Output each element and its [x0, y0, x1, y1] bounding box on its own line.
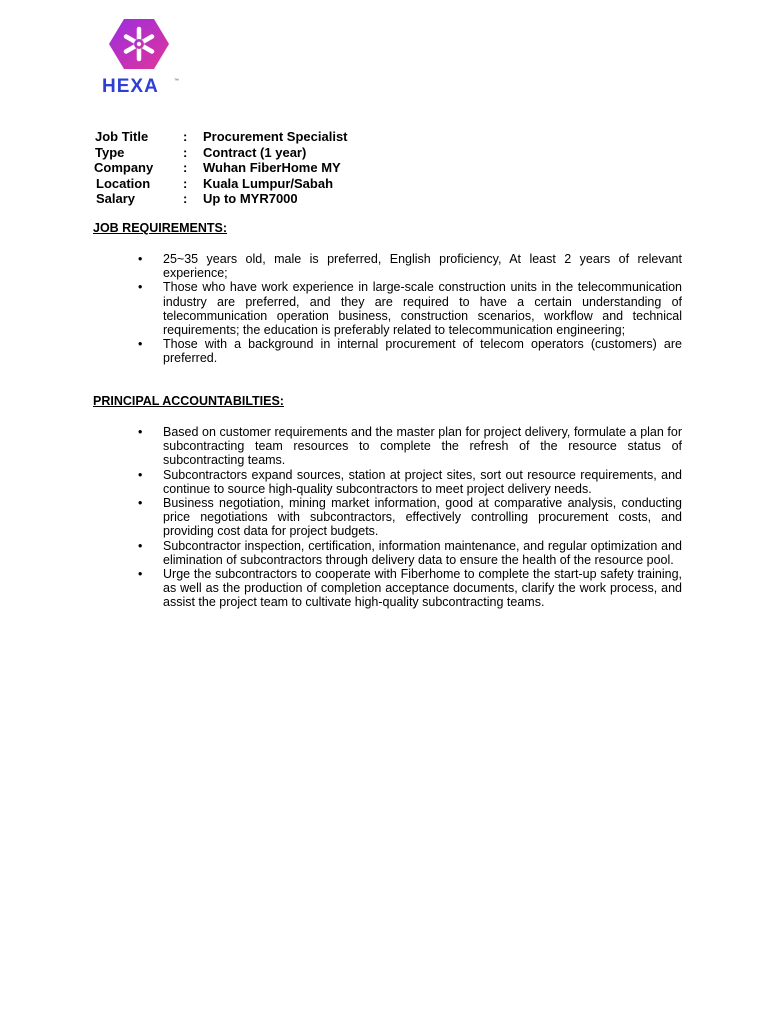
- info-separator: :: [183, 144, 188, 160]
- info-separator: :: [183, 160, 188, 175]
- info-label: Salary: [96, 191, 136, 206]
- list-item: [138, 496, 682, 539]
- hexagon-asterisk-icon: [100, 16, 176, 72]
- list-item-text: 25~35 years old, male is preferred, English proficiency, At least 2 years of relevant experience;: [163, 252, 682, 281]
- info-value: Procurement Specialist: [203, 129, 348, 144]
- job-info-row: [94, 129, 348, 145]
- info-label: Type: [95, 144, 125, 160]
- bullet-icon: •: [138, 467, 143, 482]
- accountabilities-list: [138, 425, 682, 610]
- job-info-row: [94, 191, 348, 207]
- job-info-row: [94, 145, 348, 161]
- info-separator: :: [183, 175, 188, 191]
- list-item: [138, 468, 682, 496]
- list-item: [138, 280, 682, 337]
- requirements-heading: JOB REQUIREMENTS:: [93, 221, 228, 235]
- logo-trademark: ™: [174, 78, 179, 84]
- requirements-list: [138, 252, 682, 366]
- bullet-icon: •: [138, 538, 143, 553]
- bullet-icon: •: [138, 280, 143, 295]
- job-info-row: [94, 160, 348, 176]
- bullet-icon: •: [138, 425, 143, 439]
- logo-wordmark: HEXA: [102, 76, 159, 97]
- list-item-text: Those who have work experience in large-scale construction units in the telecommunication industry are preferred, and they are required to have a certain understanding of telecommunication operation business, construction scenarios, workflow and technical requirements; the education is preferably related to telecommunication engineering;: [163, 280, 682, 338]
- bullet-icon: •: [138, 337, 143, 352]
- info-value: Contract (1 year): [203, 144, 307, 160]
- info-label: Company: [94, 160, 154, 175]
- job-info-row: [94, 176, 348, 192]
- list-item: [138, 252, 682, 280]
- info-value: Up to MYR7000: [203, 191, 298, 206]
- bullet-icon: •: [138, 252, 143, 266]
- list-item: [138, 539, 682, 567]
- accountabilities-heading: PRINCIPAL ACCOUNTABILTIES:: [93, 394, 284, 408]
- list-item: [138, 337, 682, 365]
- info-value: Kuala Lumpur/Sabah: [203, 175, 334, 191]
- bullet-icon: •: [138, 496, 143, 511]
- list-item-text: Those with a background in internal procurement of telecom operators (customers) are preferred.: [163, 337, 682, 366]
- list-item-text: Business negotiation, mining market information, good at comparative analysis, conducting price negotiations with subcontractors, effectively controlling procurement costs, and providing cost data for project budgets.: [163, 496, 682, 539]
- list-item-text: Subcontractor inspection, certification, information maintenance, and regular optimization and elimination of subcontractors through delivery data to ensure the health of the resource pool.: [163, 538, 682, 567]
- info-value: Wuhan FiberHome MY: [203, 160, 341, 175]
- list-item: [138, 567, 682, 610]
- job-info-table: [94, 129, 348, 207]
- info-separator: :: [183, 191, 188, 206]
- info-label: Location: [96, 175, 151, 191]
- list-item-text: Subcontractors expand sources, station at project sites, sort out resource requirements, and continue to source high-quality subcontractors to meet project delivery needs.: [163, 467, 682, 496]
- info-separator: :: [183, 129, 188, 144]
- company-logo: [100, 16, 180, 98]
- list-item-text: Based on customer requirements and the master plan for project delivery, formulate a plan for subcontracting team resources to complete the refresh of the resource status of subcontracting teams.: [163, 425, 682, 468]
- bullet-icon: •: [138, 567, 143, 582]
- list-item-text: Urge the subcontractors to cooperate with Fiberhome to complete the start-up safety training, as well as the production of completion acceptance documents, clarify the work process, and assist the project team to cultivate high-quality subcontracting teams.: [163, 567, 682, 610]
- list-item: [138, 425, 682, 468]
- info-label: Job Title: [95, 129, 149, 144]
